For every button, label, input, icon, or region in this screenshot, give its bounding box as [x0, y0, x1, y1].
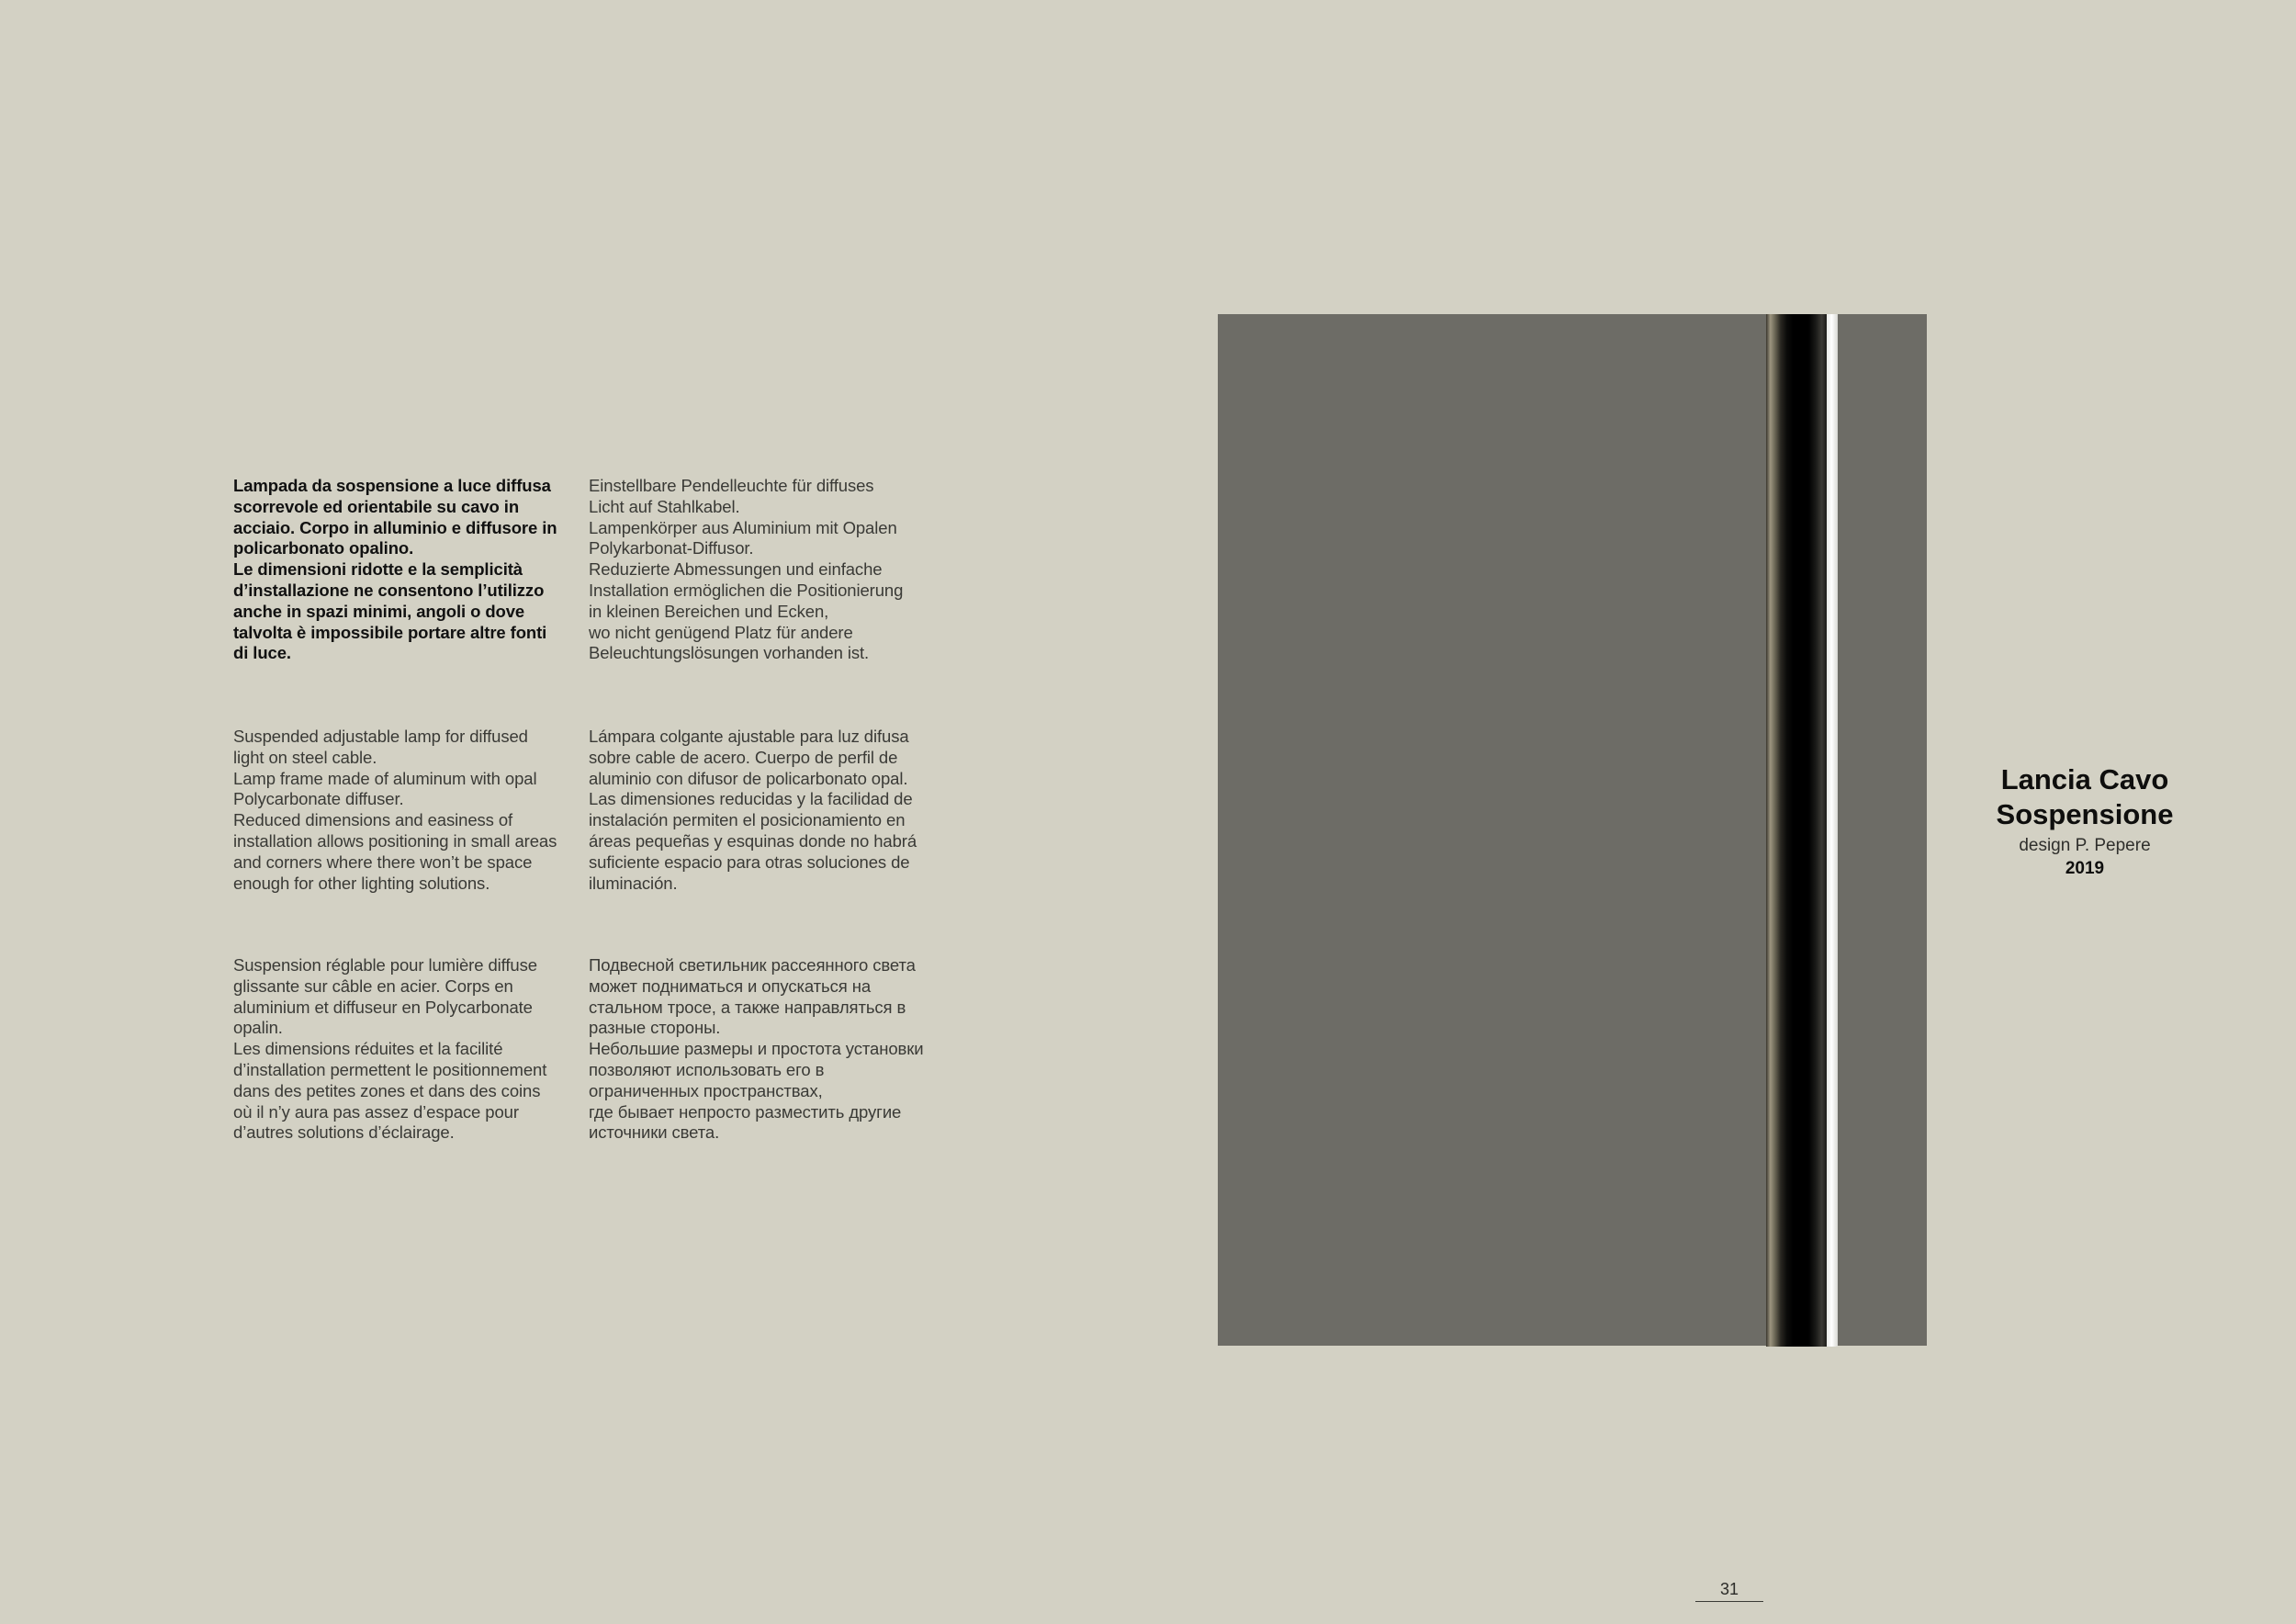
description-russian: Подвесной светильник рассеянного света может подниматься и опускаться на стальном тросе, а также направляться в разные стороны. Небольшие размеры и простота установки позволяют использовать его в ограниченных пространствах, где бывает непросто разместить другие источники света.	[589, 955, 924, 1143]
lamp-body	[1766, 314, 1827, 1347]
designer-credit: design P. Pepere	[2019, 836, 2151, 855]
product-name-line2: Sospensione	[1996, 798, 2174, 830]
product-title-block	[1956, 762, 2213, 880]
design-year: 2019	[2065, 859, 2105, 878]
product-photo	[1218, 314, 1927, 1346]
description-english: Suspended adjustable lamp for diffused light on steel cable. Lamp frame made of aluminum with opal Polycarbonate diffuser. Reduced dimensions and easiness of installation allows positioning in small areas and corners where there won’t be space enough for other lighting solutions.	[233, 727, 557, 893]
description-spanish: Lámpara colgante ajustable para luz difusa sobre cable de acero. Cuerpo de perfil de aluminio con difusor de policarbonato opal. Las dimensiones reducidas y la facilidad de instalación permiten el posicionamiento en áreas pequeñas y esquinas donde no habrá suficiente espacio para otras soluciones de iluminación.	[589, 727, 917, 893]
description-italian: Lampada da sospensione a luce diffusa scorrevole ed orientabile su cavo in acciaio. Corpo in alluminio e diffusore in policarbonato opalino. Le dimensioni ridotte e la semplicità d’installazione ne consentono l’utilizzo anche in spazi minimi, angoli o dove talvolta è impossibile portare altre fonti di luce.	[233, 476, 557, 663]
steel-cable	[1827, 314, 1838, 1347]
description-german: Einstellbare Pendelleuchte für diffuses Licht auf Stahlkabel. Lampenkörper aus Aluminium mit Opalen Polykarbonat-Diffusor. Reduzierte Abmessungen und einfache Installation ermöglichen die Positionierung in kleinen Bereichen und Ecken, wo nicht genügend Platz für andere Beleuchtungslösungen vorhanden ist.	[589, 476, 904, 663]
page-footer	[1695, 1580, 1763, 1602]
page-number: 31	[1719, 1580, 1739, 1598]
product-name-line1: Lancia Cavo	[2000, 763, 2169, 795]
description-french: Suspension réglable pour lumière diffuse glissante sur câble en acier. Corps en aluminium et diffuseur en Polycarbonate opalin. Les dimensions réduites et la facilité d’installation permettent le positionnement dans des petites zones et dans des coins où il n’y aura pas assez d’espace pour d’autres solutions d’éclairage.	[233, 955, 547, 1143]
